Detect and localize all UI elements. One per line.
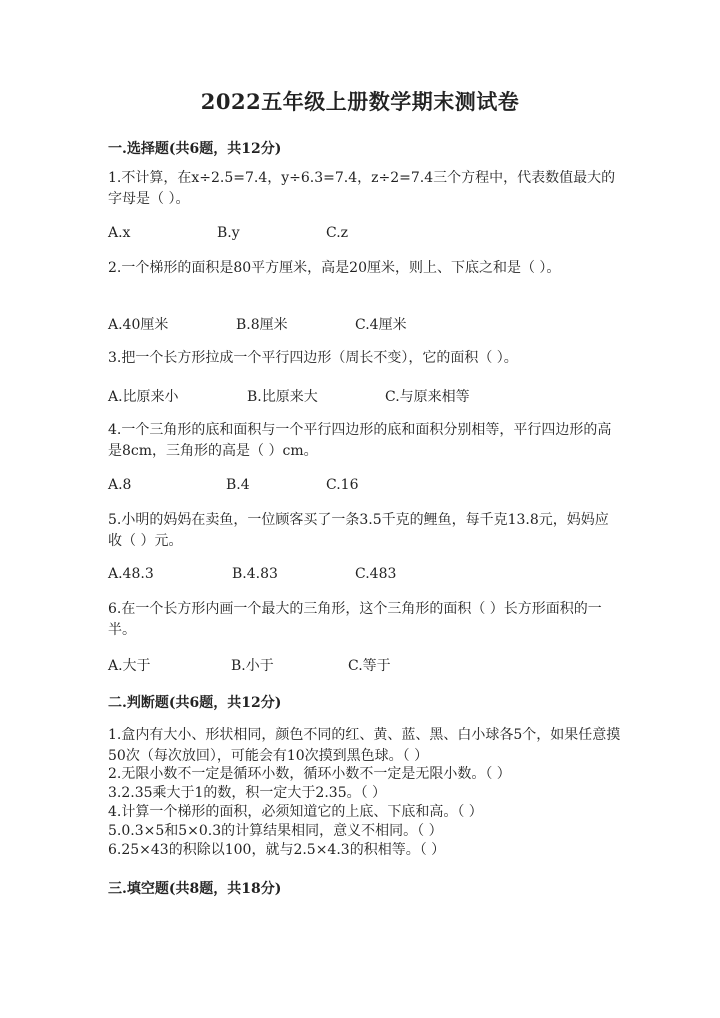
option-b[interactable]: B.4	[226, 477, 250, 493]
judge-question-6: 6.25×43的积除以100，就与2.5×4.3的积相等。（ ）	[108, 842, 446, 858]
option-a[interactable]: A.大于	[108, 658, 151, 674]
choice-question-4: 4.一个三角形的底和面积与一个平行四边形的底和面积分别相等，平行四边形的高是8cm，三角形的高是（ ）cm。	[108, 422, 612, 459]
option-c[interactable]: C.与原来相等	[385, 389, 470, 405]
choice-options-4	[108, 477, 628, 497]
option-c[interactable]: C.4厘米	[355, 317, 407, 333]
page-title: 2022五年级上册数学期末测试卷	[200, 89, 520, 114]
option-b[interactable]: B.y	[217, 225, 240, 241]
choice-question-1: 1.不计算，在x÷2.5=7.4，y÷6.3=7.4，z÷2=7.4三个方程中，代表数值最大的字母是（ ）。	[108, 170, 616, 207]
section-heading-judge: 二.判断题(共6题，共12分)	[108, 695, 282, 711]
option-c[interactable]: C.等于	[348, 658, 391, 674]
option-c[interactable]: C.z	[326, 225, 349, 241]
option-a[interactable]: A.x	[108, 225, 131, 241]
option-a[interactable]: A.40厘米	[108, 317, 169, 333]
choice-options-1	[108, 225, 628, 245]
option-b[interactable]: B.4.83	[232, 566, 278, 582]
choice-question-3: 3.把一个长方形拉成一个平行四边形（周长不变），它的面积（ ）。	[108, 350, 518, 366]
judge-question-4: 4.计算一个梯形的面积，必须知道它的上底、下底和高。（ ）	[108, 804, 483, 820]
judge-question-1: 1.盒内有大小、形状相同，颜色不同的红、黄、蓝、黑、白小球各5个，如果任意摸50次（每次放回），可能会有10次摸到黑色球。（ ）	[108, 727, 621, 764]
option-a[interactable]: A.8	[108, 477, 132, 493]
choice-question-5: 5.小明的妈妈在卖鱼，一位顾客买了一条3.5千克的鲤鱼，每千克13.8元，妈妈应收（ ）元。	[108, 512, 609, 549]
choice-options-2	[108, 314, 628, 334]
option-c[interactable]: C.16	[326, 477, 359, 493]
option-b[interactable]: B.8厘米	[236, 317, 288, 333]
judge-question-3: 3.2.35乘大于1的数，积一定大于2.35。（ ）	[108, 785, 387, 801]
judge-question-5: 5.0.3×5和5×0.3的计算结果相同，意义不相同。（ ）	[108, 823, 443, 839]
option-c[interactable]: C.483	[355, 566, 397, 582]
section-heading-choice: 一.选择题(共6题，共12分)	[108, 141, 282, 157]
option-a[interactable]: A.比原来小	[108, 389, 179, 405]
choice-question-2: 2.一个梯形的面积是80平方厘米，高是20厘米，则上、下底之和是（ ）。	[108, 260, 561, 276]
choice-question-6: 6.在一个长方形内画一个最大的三角形，这个三角形的面积（ ）长方形面积的一半。	[108, 601, 602, 638]
section-heading-fill: 三.填空题(共8题，共18分)	[108, 881, 282, 897]
option-b[interactable]: B.小于	[231, 658, 274, 674]
choice-options-6	[108, 655, 628, 675]
choice-options-5	[108, 566, 628, 586]
option-a[interactable]: A.48.3	[108, 566, 154, 582]
option-b[interactable]: B.比原来大	[247, 389, 318, 405]
judge-question-2: 2.无限小数不一定是循环小数，循环小数不一定是无限小数。（ ）	[108, 766, 511, 782]
choice-options-3	[108, 386, 628, 406]
